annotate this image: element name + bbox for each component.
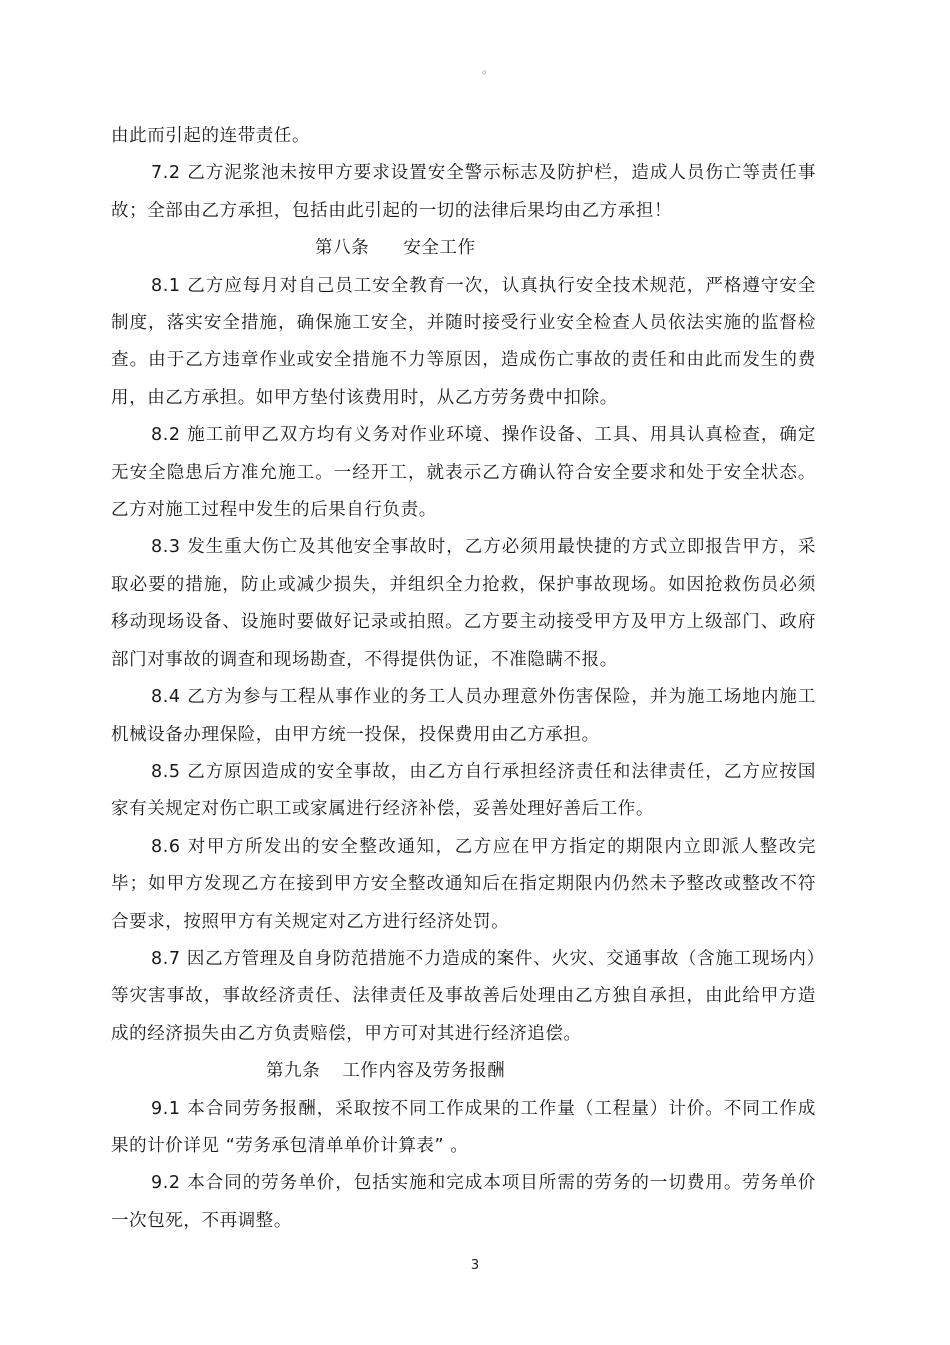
article-8-heading bbox=[111, 230, 816, 267]
clause-8-4: 8.4 乙方为参与工程从事作业的务工人员办理意外伤害保险，并为施工场地内施工机械设备办理保险，由甲方统一投保，投保费用由乙方承担。 bbox=[111, 687, 816, 745]
clause-8-2: 8.2 施工前甲乙双方均有义务对作业环境、操作设备、工具、用具认真检查，确定无安全隐患后方准允施工。一经开工，就表示乙方确认符合安全要求和处于安全状态。乙方对施工过程中发生的后果自行负责。 bbox=[111, 425, 816, 521]
clause-7-2: 7.2 乙方泥浆池未按甲方要求设置安全警示标志及防护栏，造成人员伤亡等责任事故；全部由乙方承担，包括由此引起的一切的法律后果均由乙方承担！ bbox=[111, 163, 816, 221]
clause-8-1: 8.1 乙方应每月对自己员工安全教育一次，认真执行安全技术规范，严格遵守安全制度，落实安全措施，确保施工安全，并随时接受行业安全检查人员依法实施的监督检查。由于乙方违章作业或安全措施不力等原因，造成伤亡事故的责任和由此而发生的费用，由乙方承担。如甲方垫付该费用时，从乙方劳务费中扣除。 bbox=[111, 275, 816, 408]
clause-8-6: 8.6 对甲方所发出的安全整改通知，乙方应在甲方指定的期限内立即派人整改完毕；如甲方发现乙方在接到甲方安全整改通知后在指定期限内仍然未予整改或整改不符合要求，按照甲方有关规定对乙方进行经济处罚。 bbox=[111, 836, 816, 932]
paragraph-continuation: 由此而引起的连带责任。 bbox=[111, 126, 311, 146]
clause-9-1: 9.1 本合同劳务报酬，采取按不同工作成果的工作量（工程量）计价。不同工作成果的计价详见 “劳务承包清单单价计算表” 。 bbox=[111, 1098, 816, 1156]
article-9-title: 工作内容及劳务报酬 bbox=[342, 1061, 506, 1082]
article-9-heading bbox=[111, 1053, 816, 1090]
clause-8-7: 8.7 因乙方管理及自身防范措施不力造成的案件、火灾、交通事故（含施工现场内）等灾害事故，事故经济责任、法律责任及事故善后处理由乙方独自承担，由此给甲方造成的经济损失由乙方负责赔偿，甲方可对其进行经济追偿。 bbox=[111, 948, 816, 1044]
clause-8-3: 8.3 发生重大伤亡及其他安全事故时，乙方必须用最快捷的方式立即报告甲方，采取必要的措施，防止或减少损失，并组织全力抢救，保护事故现场。如因抢救伤员必须移动现场设备、设施时要做好记录或拍照。乙方要主动接受甲方及甲方上级部门、政府部门对事故的调查和现场勘查，不得提供伪证，不准隐瞒不报。 bbox=[111, 537, 816, 670]
header-mark: 。 bbox=[482, 62, 495, 76]
article-8-title: 安全工作 bbox=[403, 238, 476, 259]
article-9-number: 第九条 bbox=[266, 1061, 321, 1082]
clause-8-5: 8.5 乙方原因造成的安全事故，由乙方自行承担经济责任和法律责任，乙方应按国家有关规定对伤亡职工或家属进行经济补偿，妥善处理好善后工作。 bbox=[111, 761, 816, 820]
clause-9-2: 9.2 本合同的劳务单价，包括实施和完成本项目所需的劳务的一切费用。劳务单价一次包死，不再调整。 bbox=[111, 1173, 816, 1231]
article-8-number: 第八条 bbox=[315, 238, 370, 259]
page-body bbox=[111, 118, 816, 1240]
page-number: 3 bbox=[470, 1258, 480, 1273]
